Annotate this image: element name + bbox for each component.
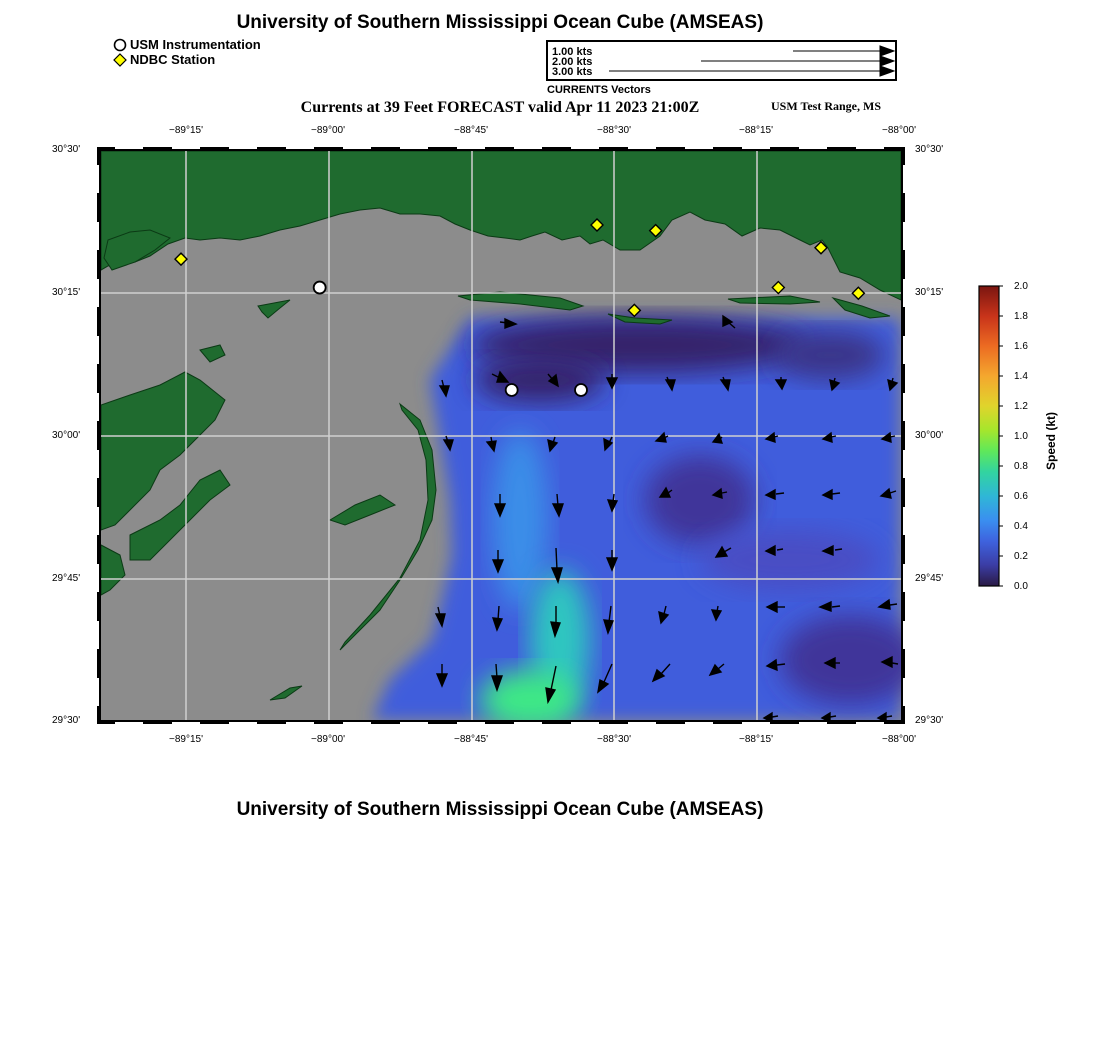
lat-tick-left: 29°30' [52,715,81,726]
colorbar-tick: 0.0 [1014,581,1028,592]
footer-title: University of Southern Mississippi Ocean Cube (AMSEAS) [236,799,764,820]
lon-tick-top: −88°45' [454,125,488,136]
vector-scale-label-1: 1.00 kts [552,46,593,58]
lat-tick-left: 30°30' [52,144,81,155]
lat-tick-right: 29°30' [915,715,944,726]
vector-scale-box [546,40,897,81]
lat-tick-right: 30°30' [915,144,944,155]
lon-tick-top: −88°00' [882,125,916,136]
ndbc-station-icon [113,53,127,67]
colorbar-tick: 0.6 [1014,491,1028,502]
lon-tick-bottom: −88°30' [597,734,631,745]
region-label: USM Test Range, MS [771,99,882,113]
colorbar-tick: 1.6 [1014,341,1028,352]
lon-tick-top: −89°15' [169,125,203,136]
colorbar-tick: 2.0 [1014,281,1028,292]
colorbar-tick: 0.2 [1014,551,1028,562]
usm-legend-label: USM Instrumentation [130,37,261,52]
lat-tick-right: 30°00' [915,430,944,441]
usm-station-marker [314,282,326,294]
lon-tick-top: −88°30' [597,125,631,136]
map-subtitle: Currents at 39 Feet FORECAST valid Apr 11 2023 21:00Z [300,99,700,116]
usm-station-marker [575,384,587,396]
colorbar-tick: 0.8 [1014,461,1028,472]
lon-tick-bottom: −88°00' [882,734,916,745]
colorbar-tick: 1.8 [1014,311,1028,322]
vector-scale-arrows [548,42,895,79]
lon-tick-top: −88°15' [739,125,773,136]
lat-tick-right: 29°45' [915,573,944,584]
current-speed-map [94,144,914,728]
usm-instrumentation-icon [113,38,127,52]
vector-scale-label-2: 2.00 kts [552,56,593,68]
speed-colorbar [975,280,1010,590]
lon-tick-bottom: −89°15' [169,734,203,745]
lon-tick-bottom: −88°45' [454,734,488,745]
lat-tick-left: 30°00' [52,430,81,441]
lat-tick-left: 29°45' [52,573,81,584]
lat-tick-right: 30°15' [915,287,944,298]
ndbc-legend-label: NDBC Station [130,52,216,67]
lat-tick-left: 30°15' [52,287,81,298]
usm-station-marker [506,384,518,396]
vector-scale-label-3: 3.00 kts [552,66,593,78]
map-title: University of Southern Mississippi Ocean Cube (AMSEAS) [236,12,764,33]
lon-tick-bottom: −88°15' [739,734,773,745]
lon-tick-top: −89°00' [311,125,345,136]
colorbar-tick: 1.0 [1014,431,1028,442]
vector-scale-caption: CURRENTS Vectors [547,84,651,96]
colorbar-label: Speed (kt) [1044,411,1058,470]
colorbar-tick: 1.2 [1014,401,1028,412]
colorbar-tick: 1.4 [1014,371,1028,382]
lon-tick-bottom: −89°00' [311,734,345,745]
colorbar-tick: 0.4 [1014,521,1028,532]
